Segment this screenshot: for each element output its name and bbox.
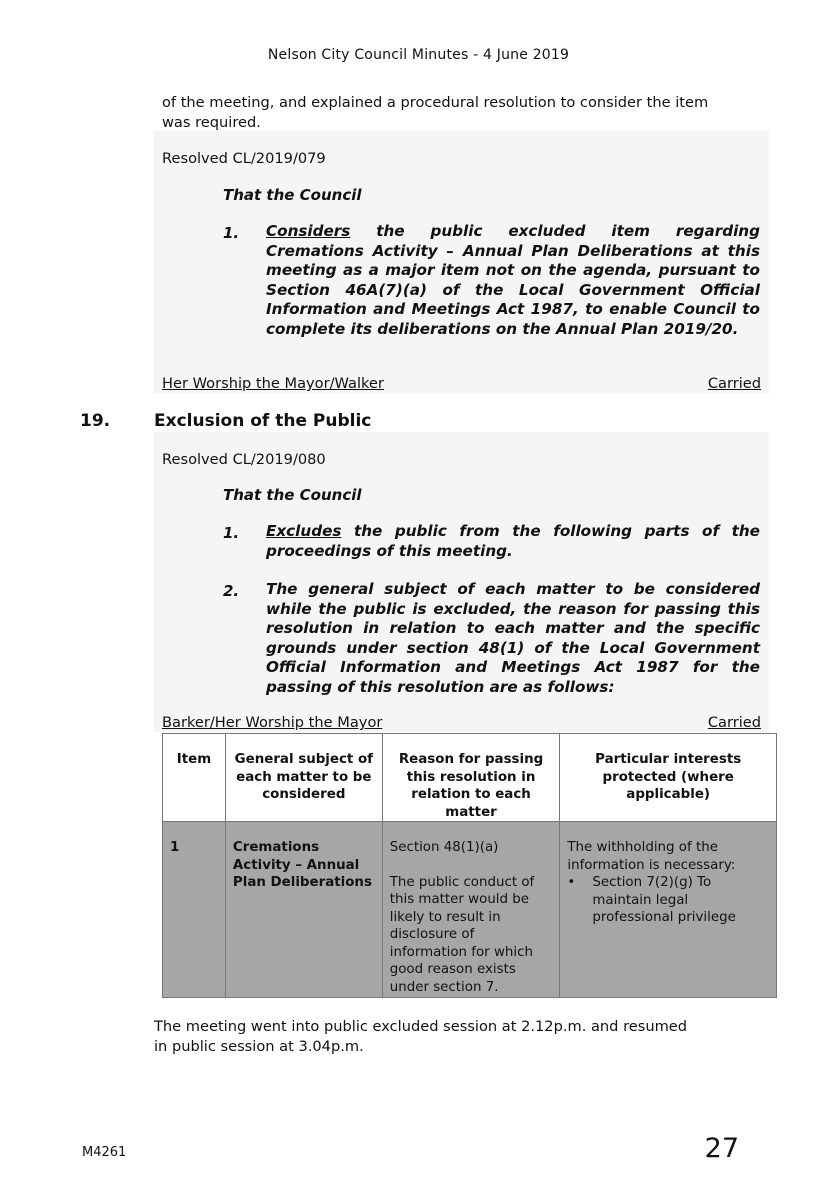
resolution-2-item-2: The general subject of each matter to be considered while the public is excluded, the reason for passing this resolution in relation to each matter and the specific grounds under section 48(1) of the Local Government Official Information and Meetings Act 1987 for the passing of this resolution are as follows: [266, 580, 760, 696]
cell-reason [382, 822, 560, 998]
header-item: Item [163, 734, 226, 822]
resolution-2-item-2-number: 2. [223, 582, 240, 600]
closing-paragraph [154, 1017, 754, 1057]
reason-section: Section 48(1)(a) [389, 840, 499, 855]
cell-interests [560, 822, 777, 998]
resolution-2-mover: Barker/Her Worship the Mayor [162, 714, 383, 731]
closing-line-1: The meeting went into public excluded session at 2.12p.m. and resumed [154, 1018, 688, 1035]
resolution-2-item-1 [266, 522, 760, 561]
resolution-1-ref: Resolved CL/2019/079 [162, 150, 326, 167]
interest-bullet-item [567, 874, 770, 927]
header-interests: Particular interests protected (where applicable) [560, 734, 777, 822]
interest-bullet-text: Section 7(2)(g) To maintain legal professional privilege [592, 875, 736, 925]
resolution-1-mover: Her Worship the Mayor/Walker [162, 375, 384, 392]
resolution-2-item-1-number: 1. [223, 524, 240, 542]
header-reason: Reason for passing this resolution in relation to each matter [382, 734, 560, 822]
cell-subject: Cremations Activity – Annual Plan Deliberations [225, 822, 382, 998]
section-title: Exclusion of the Public [154, 411, 372, 431]
page-header: Nelson City Council Minutes - 4 June 2019 [267, 47, 570, 63]
resolution-2-ref: Resolved CL/2019/080 [162, 451, 326, 468]
resolution-1-item-1-verb: Considers [266, 222, 351, 240]
table-row [163, 822, 777, 998]
interest-intro: The withholding of the information is necessary: [567, 840, 736, 873]
cell-item: 1 [163, 822, 226, 998]
resolution-1-item-1-number: 1. [223, 224, 240, 242]
resolution-1-outcome: Carried [707, 375, 761, 392]
closing-line-2: in public session at 3.04p.m. [154, 1038, 364, 1055]
resolution-2-outcome: Carried [707, 714, 761, 731]
page-number: 27 [704, 1133, 739, 1164]
resolution-1-item-1 [266, 222, 760, 339]
resolution-1-item-1-text: the public excluded item regarding Cremations Activity – Annual Plan Deliberations at this meeting as a major item not on the agenda, pursuant to Section 46A(7)(a) of the Local Government Official Information and Meetings Act 1987, to enable Council to complete its deliberations on the Annual Plan 2019/20. [266, 222, 760, 338]
header-general-subject: General subject of each matter to be considered [225, 734, 382, 822]
section-number: 19. [80, 411, 111, 431]
document-code: M4261 [82, 1145, 127, 1160]
reason-text: The public conduct of this matter would be likely to result in disclosure of information for which good reason exists under section 7. [389, 874, 535, 995]
intro-line-1: of the meeting, and explained a procedural resolution to consider the item [162, 94, 709, 111]
bullet-icon: • [567, 875, 576, 890]
intro-paragraph [162, 93, 762, 132]
resolution-2-heading: That the Council [223, 486, 362, 504]
table-header-row [163, 734, 777, 822]
resolution-2-item-1-verb: Excludes [266, 522, 342, 540]
resolution-1-heading: That the Council [223, 186, 362, 204]
intro-line-2: was required. [162, 113, 261, 131]
public-excluded-table [162, 733, 777, 998]
resolution-2-item-1-text: the public from the following parts of the proceedings of this meeting. [266, 522, 760, 560]
